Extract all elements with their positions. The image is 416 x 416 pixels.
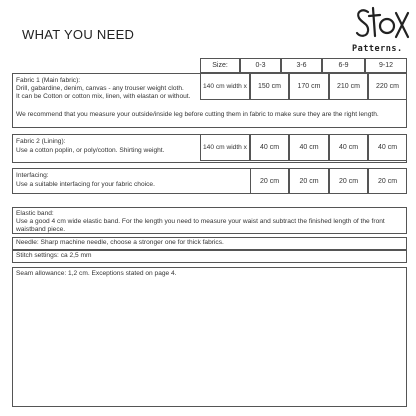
fabric2-amount-6-9: 40 cm: [329, 134, 368, 161]
page-title: WHAT YOU NEED: [22, 27, 135, 42]
size-6-9: 6-9: [322, 58, 365, 73]
logo-subtitle: Patterns.: [352, 44, 403, 54]
interfacing-amount-9-12: 20 cm: [368, 168, 407, 194]
interfacing-title: Interfacing:: [16, 172, 49, 179]
fabric1-line1: Drill, gabardine, denim, canvas - any trouser weight cloth.: [16, 85, 184, 92]
interfacing-amount-3-6: 20 cm: [289, 168, 329, 194]
needle-text: Needle: Sharp machine needle, choose a stronger one for thick fabrics.: [16, 239, 224, 246]
fabric1-note: We recommend that you measure your outside/inside leg before cutting them in fabric to make sure they are the right length.: [16, 111, 379, 118]
brand-logo: [350, 4, 412, 54]
fabric2-line1: Use a cotton poplin, or poly/cotton. Shirting weight.: [16, 147, 165, 154]
fabric1-width: 140 cm width x: [200, 73, 250, 100]
seam-section: [12, 267, 407, 407]
stitch-text: Stitch settings: ca 2,5 mm: [16, 252, 92, 259]
fabric1-title: Fabric 1 (Main fabric):: [16, 77, 81, 84]
interfacing-amount-0-3: 20 cm: [250, 168, 289, 194]
seam-text: Seam allowance: 1,2 cm. Exceptions stated on page 4.: [16, 270, 177, 277]
size-0-3: 0-3: [240, 58, 281, 73]
size-label: Size:: [200, 58, 240, 73]
logo-mark-icon: [354, 4, 410, 44]
fabric1-amount-0-3: 150 cm: [250, 73, 289, 100]
fabric2-amount-3-6: 40 cm: [289, 134, 329, 161]
fabric2-title: Fabric 2 (Lining):: [16, 138, 66, 145]
elastic-title: Elastic band:: [16, 210, 54, 217]
interfacing-line1: Use a suitable interfacing for your fabric choice.: [16, 181, 155, 188]
elastic-line2: waistband piece.: [16, 226, 66, 233]
fabric2-amount-9-12: 40 cm: [368, 134, 407, 161]
fabric1-amount-9-12: 220 cm: [368, 73, 407, 100]
size-3-6: 3-6: [281, 58, 322, 73]
fabric2-width: 140 cm width x: [200, 134, 250, 161]
fabric2-amount-0-3: 40 cm: [250, 134, 289, 161]
elastic-line1: Use a good 4 cm wide elastic band. For the length you need to measure your waist and subtract the finished length of the front: [16, 218, 385, 225]
interfacing-amount-6-9: 20 cm: [329, 168, 368, 194]
fabric1-amount-3-6: 170 cm: [289, 73, 329, 100]
fabric1-amount-6-9: 210 cm: [329, 73, 368, 100]
fabric1-line2: It can be Cotton or cotton mix, linen, with elastan or without.: [16, 93, 191, 100]
size-9-12: 9-12: [365, 58, 407, 73]
